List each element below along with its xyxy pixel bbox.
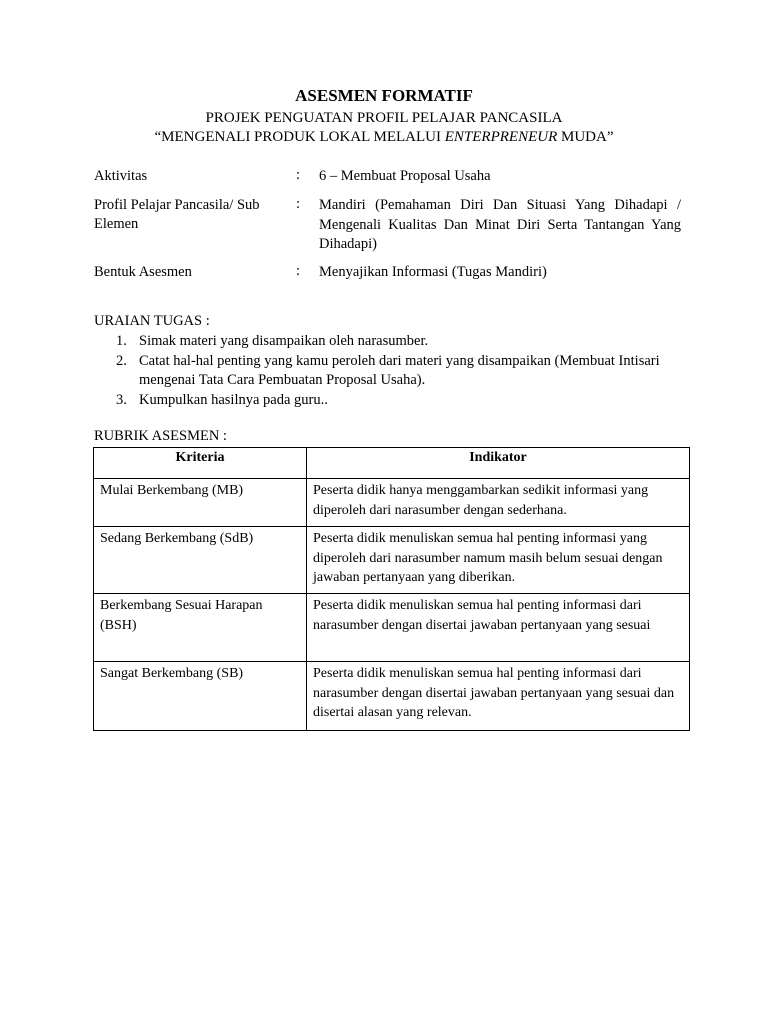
table-cell-kriteria: Sedang Berkembang (SdB) <box>94 527 307 594</box>
table-cell-indikator: Peserta didik hanya menggambarkan sedikit informasi yang diperoleh dari narasumber dengan sederhana. <box>307 479 690 527</box>
info-colon: : <box>296 167 301 183</box>
table-cell-kriteria: Berkembang Sesuai Harapan (BSH) <box>94 594 307 662</box>
info-colon: : <box>296 263 301 279</box>
rubric-table <box>93 447 690 731</box>
list-item-text: Catat hal-hal penting yang kamu peroleh dari materi yang disampaikan (Membuat Intisari mengenai Tata Cara Pembuatan Proposal Usaha). <box>139 352 660 388</box>
project-subtitle: PROJEK PENGUATAN PROFIL PELAJAR PANCASILA <box>205 110 563 126</box>
list-item-text: Kumpulkan hasilnya pada guru.. <box>139 391 328 408</box>
list-item <box>116 391 686 411</box>
info-value: 6 – Membuat Proposal Usaha <box>319 168 491 184</box>
table-row <box>94 479 690 527</box>
list-item-number: 2. <box>116 352 127 369</box>
list-item-text: Simak materi yang disampaikan oleh narasumber. <box>139 333 429 349</box>
tasks-heading: URAIAN TUGAS : <box>94 313 210 329</box>
table-cell-kriteria: Sangat Berkembang (SB) <box>94 662 307 731</box>
info-label: Aktivitas <box>94 168 148 184</box>
project-theme-prefix: “MENGENALI PRODUK LOKAL MELALUI <box>154 129 445 145</box>
table-cell-kriteria: Mulai Berkembang (MB) <box>94 479 307 527</box>
project-theme <box>0 129 768 146</box>
info-label: Profil Pelajar Pancasila/ Sub Elemen <box>94 197 260 232</box>
list-item <box>116 352 686 391</box>
table-row <box>94 527 690 594</box>
task-list <box>116 332 686 410</box>
info-colon: : <box>296 196 301 212</box>
table-cell-indikator: Peserta didik menuliskan semua hal penting informasi dari narasumber dengan disertai jawaban pertanyaan yang sesuai <box>307 594 690 662</box>
column-header-kriteria: Kriteria <box>94 448 307 479</box>
column-header-indikator: Indikator <box>307 448 690 479</box>
list-item <box>116 332 686 352</box>
project-theme-suffix: MUDA” <box>557 129 614 145</box>
document-title: ASESMEN FORMATIF <box>295 86 473 105</box>
rubric-heading: RUBRIK ASESMEN : <box>94 428 227 444</box>
info-value: Menyajikan Informasi (Tugas Mandiri) <box>319 264 547 280</box>
list-item-number: 1. <box>116 333 127 349</box>
project-theme-italic: ENTERPRENEUR <box>444 129 558 145</box>
table-row <box>94 662 690 731</box>
table-cell-indikator: Peserta didik menuliskan semua hal penting informasi yang diperoleh dari narasumber namum masih belum sesuai dengan jawaban pertanyaan yang diberikan. <box>307 527 690 594</box>
table-header-row <box>94 448 690 479</box>
info-value: Mandiri (Pemahaman Diri Dan Situasi Yang Dihadapi / Mengenali Kualitas Dan Minat Diri Serta Tantangan Yang Dihadapi) <box>319 197 681 252</box>
list-item-number: 3. <box>116 391 127 408</box>
table-row <box>94 594 690 662</box>
table-cell-indikator: Peserta didik menuliskan semua hal penting informasi dari narasumber dengan disertai jawaban pertanyaan yang sesuai dan disertai alasan yang relevan. <box>307 662 690 731</box>
info-label: Bentuk Asesmen <box>94 264 192 280</box>
